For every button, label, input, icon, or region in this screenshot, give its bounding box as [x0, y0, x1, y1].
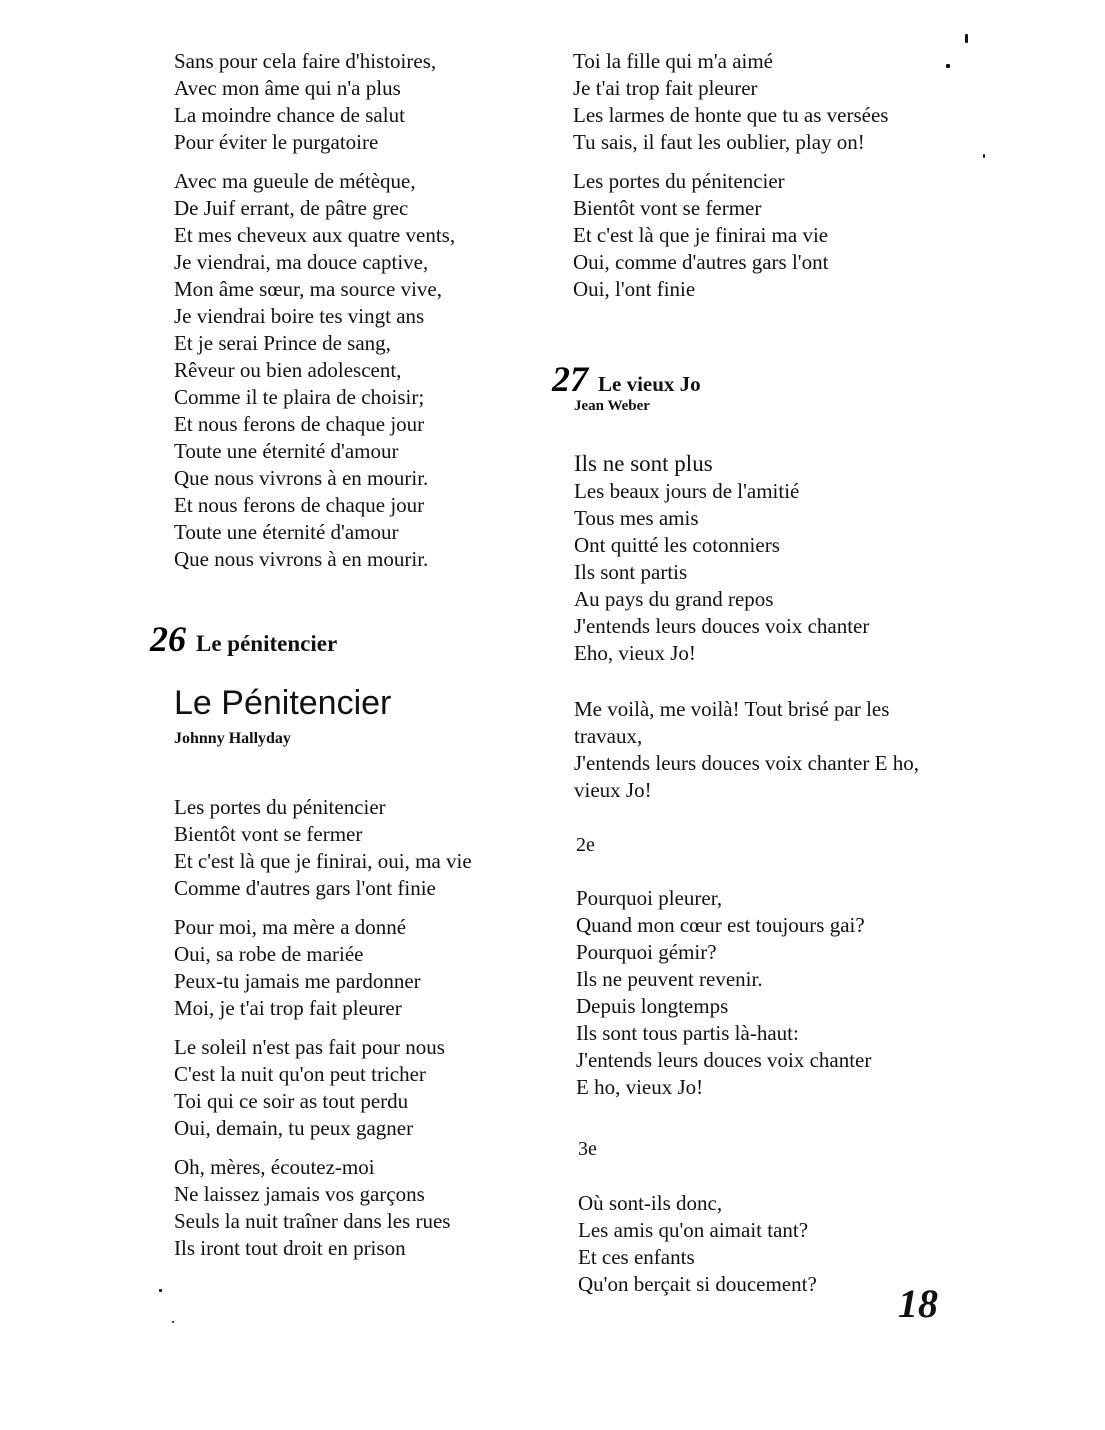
- lyric-line: J'entends leurs douces voix chanter: [574, 614, 870, 638]
- lyric-line: Comme d'autres gars l'ont finie: [174, 876, 436, 900]
- lyric-line: Toute une éternité d'amour: [174, 520, 399, 544]
- song-heading: Le pénitencier: [196, 631, 338, 656]
- lyric-line: Le soleil n'est pas fait pour nous: [174, 1035, 445, 1059]
- lyric-line: Quand mon cœur est toujours gai?: [576, 913, 865, 937]
- lyric-line: Les portes du pénitencier: [174, 795, 386, 819]
- lyric-line: travaux,: [574, 724, 643, 748]
- lyric-line: Les portes du pénitencier: [573, 169, 785, 193]
- lyric-line: J'entends leurs douces voix chanter E ho,: [574, 751, 919, 775]
- lyric-line: Que nous vivrons à en mourir.: [174, 547, 429, 571]
- lyric-line: Tous mes amis: [574, 506, 699, 530]
- lyric-line: Oui, l'ont finie: [573, 277, 696, 301]
- lyric-line: Toi qui ce soir as tout perdu: [174, 1089, 409, 1113]
- lyric-line: Les amis qu'on aimait tant?: [578, 1218, 809, 1242]
- lyric-line: Oui, comme d'autres gars l'ont: [573, 250, 829, 274]
- song-number: 27: [552, 359, 588, 399]
- lyric-line: Pour moi, ma mère a donné: [174, 915, 407, 939]
- lyric-line: Ils ne peuvent revenir.: [576, 967, 763, 991]
- lyric-line: Pour éviter le purgatoire: [174, 130, 379, 154]
- lyric-line: Pourquoi gémir?: [576, 940, 717, 964]
- lyric-line: Je t'ai trop fait pleurer: [573, 76, 758, 100]
- song-27-heading: [552, 358, 701, 400]
- verse-label: 2e: [576, 834, 595, 856]
- lyric-line: Les larmes de honte que tu as versées: [573, 103, 889, 127]
- stanza: [174, 794, 554, 902]
- lyric-line: Avec mon âme qui n'a plus: [174, 76, 401, 100]
- lyric-line: Toi la fille qui m'a aimé: [573, 49, 774, 73]
- lyric-line: Et nous ferons de chaque jour: [174, 412, 425, 436]
- lyric-line: Sans pour cela faire d'histoires,: [174, 49, 437, 73]
- stanza: [576, 885, 976, 1101]
- scan-speck: [965, 34, 968, 43]
- lyric-line: Oui, demain, tu peux gagner: [174, 1116, 414, 1140]
- verse-label: 3e: [578, 1138, 597, 1160]
- song-author: Jean Weber: [574, 398, 650, 414]
- stanza: [174, 1034, 554, 1142]
- lyric-line: J'entends leurs douces voix chanter: [576, 1048, 872, 1072]
- lyric-line: De Juif errant, de pâtre grec: [174, 196, 409, 220]
- right-column-song-26-end: [573, 48, 973, 315]
- lyric-line: Bientôt vont se fermer: [573, 196, 762, 220]
- song-27-third-stanza: [576, 885, 976, 1113]
- lyric-line: La moindre chance de salut: [174, 103, 405, 127]
- lyric-line: Mon âme sœur, ma source vive,: [174, 277, 443, 301]
- song-27-first-stanza: [574, 450, 974, 679]
- lyric-line: Et c'est là que je finirai ma vie: [573, 223, 829, 247]
- lyric-line: Me voilà, me voilà! Tout brisé par les: [574, 697, 890, 721]
- lyric-line: Qu'on berçait si doucement?: [578, 1272, 817, 1296]
- stanza: [174, 914, 554, 1022]
- lyric-line: Où sont-ils donc,: [578, 1191, 723, 1215]
- stanza: [574, 478, 974, 667]
- lyric-line: Depuis longtemps: [576, 994, 729, 1018]
- stanza: [174, 48, 554, 156]
- song-title: Le Pénitencier: [174, 684, 392, 722]
- stanza: [574, 696, 974, 804]
- lyric-line: Ont quitté les cotonniers: [574, 533, 780, 557]
- first-line: Ils ne sont plus: [574, 451, 713, 476]
- lyric-line: Ils sont partis: [574, 560, 688, 584]
- lyric-line: Les beaux jours de l'amitié: [574, 479, 800, 503]
- lyric-line: Moi, je t'ai trop fait pleurer: [174, 996, 402, 1020]
- lyric-line: Et ces enfants: [578, 1245, 695, 1269]
- song-author: Johnny Hallyday: [174, 730, 291, 747]
- lyric-line: Au pays du grand repos: [574, 587, 774, 611]
- stanza: [573, 168, 973, 303]
- lyric-line: Et mes cheveux aux quatre vents,: [174, 223, 456, 247]
- lyric-line: vieux Jo!: [574, 778, 652, 802]
- stanza: [174, 168, 554, 573]
- lyric-line: Et nous ferons de chaque jour: [174, 493, 425, 517]
- left-column-previous-song: [174, 48, 554, 585]
- song-heading: Le vieux Jo: [598, 372, 701, 396]
- lyric-line: Je viendrai, ma douce captive,: [174, 250, 429, 274]
- lyric-line: Seuls la nuit traîner dans les rues: [174, 1209, 451, 1233]
- lyric-line: Rêveur ou bien adolescent,: [174, 358, 402, 382]
- lyric-line: Avec ma gueule de métèque,: [174, 169, 416, 193]
- stanza: [174, 1154, 554, 1262]
- lyric-line: E ho, vieux Jo!: [576, 1075, 704, 1099]
- lyric-line: Et c'est là que je finirai, oui, ma vie: [174, 849, 472, 873]
- lyric-line: Ne laissez jamais vos garçons: [174, 1182, 425, 1206]
- page-number: 18: [898, 1281, 938, 1326]
- scan-speck: [159, 1289, 162, 1292]
- scan-speck: [983, 154, 985, 158]
- lyric-line: Oh, mères, écoutez-moi: [174, 1155, 375, 1179]
- lyric-line: Toute une éternité d'amour: [174, 439, 399, 463]
- scan-speck: [172, 1321, 174, 1323]
- stanza: [573, 48, 973, 156]
- song-27-second-stanza: [574, 696, 974, 816]
- lyric-line: Ils iront tout droit en prison: [174, 1236, 406, 1260]
- lyric-line: Eho, vieux Jo!: [574, 641, 696, 665]
- song-number: 26: [150, 619, 186, 659]
- lyric-line: Comme il te plaira de choisir;: [174, 385, 425, 409]
- lyric-line: Que nous vivrons à en mourir.: [174, 466, 429, 490]
- lyric-line: Je viendrai boire tes vingt ans: [174, 304, 425, 328]
- lyric-line: Pourquoi pleurer,: [576, 886, 723, 910]
- song-26-lyrics: [174, 794, 554, 1274]
- lyric-line: Tu sais, il faut les oublier, play on!: [573, 130, 865, 154]
- scan-speck: [946, 64, 950, 68]
- lyric-line: Et je serai Prince de sang,: [174, 331, 391, 355]
- lyric-line: Peux-tu jamais me pardonner: [174, 969, 421, 993]
- lyric-line: Ils sont tous partis là-haut:: [576, 1021, 799, 1045]
- lyric-line: Bientôt vont se fermer: [174, 822, 363, 846]
- song-26-heading: [150, 618, 337, 660]
- lyric-line: Oui, sa robe de mariée: [174, 942, 364, 966]
- lyric-line: C'est la nuit qu'on peut tricher: [174, 1062, 426, 1086]
